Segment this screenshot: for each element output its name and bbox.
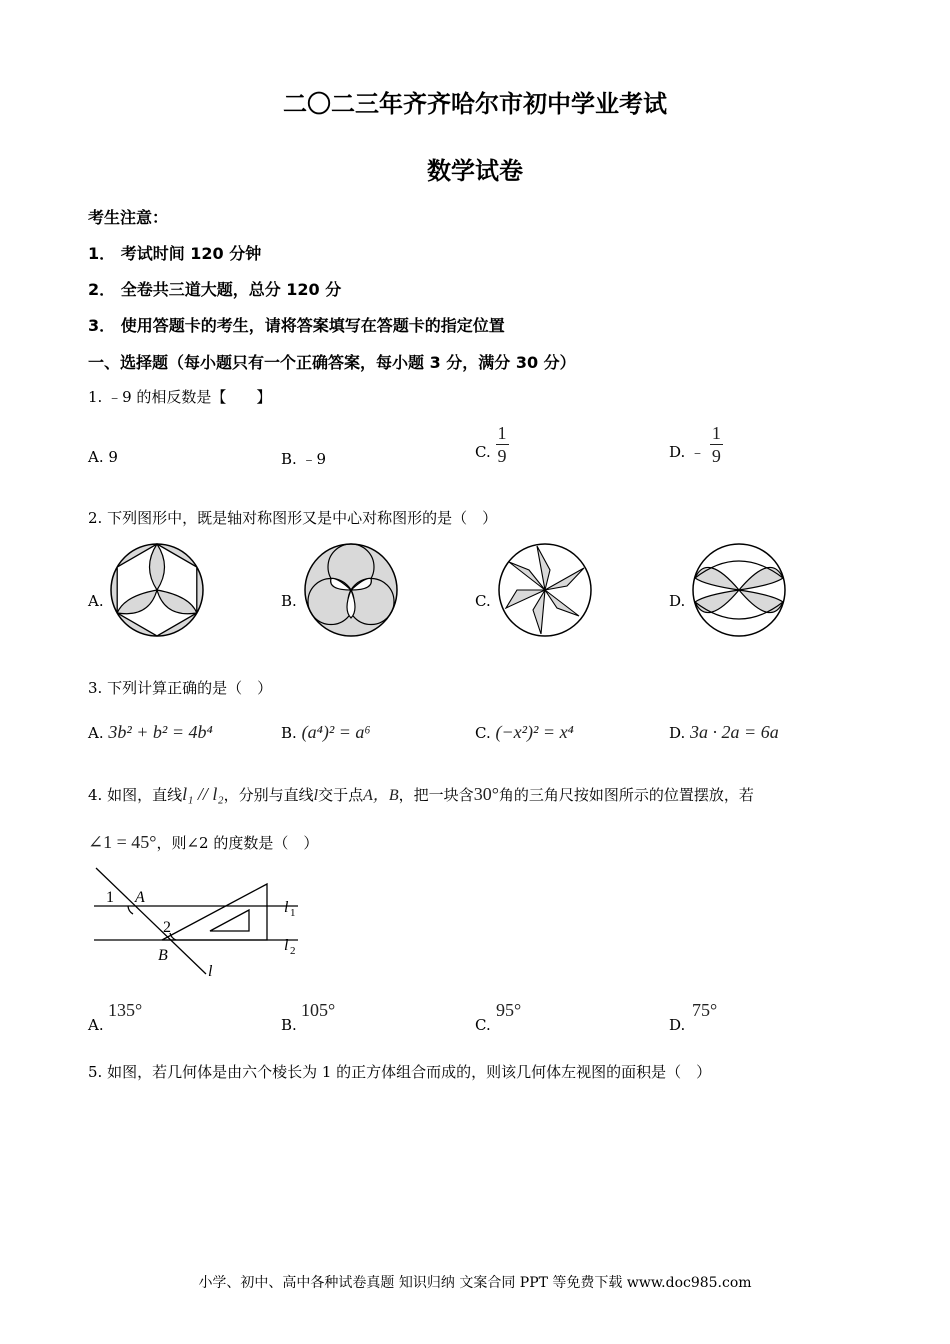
fraction-denominator: 9 bbox=[497, 446, 507, 466]
fig-label-l1-sub: 1 bbox=[290, 907, 296, 919]
q2-figure-c bbox=[495, 540, 595, 640]
q1-option-b: B. ﹣9 bbox=[281, 450, 327, 468]
fig-label-a: A bbox=[135, 889, 145, 906]
q4-option-c-label: C. bbox=[475, 1016, 491, 1034]
fraction-numerator: 1 bbox=[711, 423, 721, 443]
question-4-stem-line1 bbox=[88, 782, 754, 805]
notice-item-2: 2． 全卷共三道大题，总分 120 分 bbox=[88, 280, 342, 299]
q1-option-a: A. 9 bbox=[88, 448, 118, 466]
q2-option-c-label: C. bbox=[475, 592, 491, 610]
q1-option-c bbox=[475, 422, 509, 467]
fig-label-b: B bbox=[158, 947, 168, 964]
q4-text: ，分别与直线 bbox=[223, 786, 314, 804]
q1-option-c-label: C. bbox=[475, 442, 491, 461]
q4-text: ，把一块含 bbox=[398, 786, 474, 804]
notice-heading: 考生注意： bbox=[88, 208, 169, 227]
fig-label-l1: l bbox=[284, 899, 289, 916]
q3-option-d-label: D. bbox=[669, 724, 686, 742]
page-subtitle: 数学试卷 bbox=[427, 157, 523, 185]
q3-option-b-expr: (a⁴)² = a⁶ bbox=[301, 722, 371, 742]
fig-label-2: 2 bbox=[163, 919, 171, 936]
q3-option-a-expr: 3b² + b² = 4b⁴ bbox=[108, 722, 213, 742]
question-1-stem: 1. ﹣9 的相反数是【 】 bbox=[88, 388, 272, 406]
q2-option-a-label: A. bbox=[88, 592, 104, 610]
q4-text: 4. 如图，直线 bbox=[88, 786, 183, 804]
fig-label-l: l bbox=[208, 963, 213, 980]
q3-option-c bbox=[475, 722, 574, 743]
section-heading: 一、选择题（每小题只有一个正确答案，每小题 3 分，满分 30 分） bbox=[88, 353, 576, 372]
q4-parallel-expr: l₁ // l₂ bbox=[182, 784, 224, 804]
q4-option-b-label: B. bbox=[281, 1016, 297, 1034]
q2-option-d-label: D. bbox=[669, 592, 686, 610]
q2-figure-d bbox=[689, 540, 789, 640]
q1-option-d bbox=[669, 422, 723, 467]
q2-figure-a bbox=[107, 540, 207, 640]
q4-figure bbox=[88, 864, 318, 984]
question-4-stem-line2 bbox=[88, 832, 318, 853]
q4-option-d-value: 75° bbox=[692, 1000, 718, 1020]
q3-option-d bbox=[669, 722, 779, 743]
fig-label-l2: l bbox=[284, 937, 289, 954]
q3-option-d-expr: 3a · 2a = 6a bbox=[690, 722, 779, 742]
q4-option-a-value: 135° bbox=[108, 1000, 143, 1020]
q3-option-b-label: B. bbox=[281, 724, 297, 742]
q3-option-b bbox=[281, 722, 371, 743]
q3-option-c-expr: (−x²)² = x⁴ bbox=[495, 722, 574, 742]
q4-line-l: l bbox=[313, 787, 319, 804]
q1-option-d-fraction bbox=[710, 422, 723, 467]
q4-option-b-value: 105° bbox=[301, 1000, 336, 1020]
fraction-numerator: 1 bbox=[497, 423, 507, 443]
notice-item-1: 1． 考试时间 120 分钟 bbox=[88, 244, 262, 263]
notice-item-3: 3． 使用答题卡的考生，请将答案填写在答题卡的指定位置 bbox=[88, 316, 505, 335]
q4-angle-30: 30° bbox=[473, 784, 499, 804]
q1-option-c-fraction bbox=[496, 422, 509, 467]
q2-figure-b bbox=[301, 540, 401, 640]
q3-option-a bbox=[88, 722, 213, 743]
fig-label-l2-sub: 2 bbox=[290, 945, 296, 957]
question-3-stem: 3. 下列计算正确的是（ ） bbox=[88, 679, 273, 697]
q4-option-c-value: 95° bbox=[496, 1000, 522, 1020]
question-5-stem: 5. 如图，若几何体是由六个棱长为 1 的正方体组合而成的，则该几何体左视图的面积是（ ） bbox=[88, 1063, 712, 1081]
fraction-denominator: 9 bbox=[711, 446, 721, 466]
q4-points: A，B bbox=[363, 787, 399, 804]
fig-label-1: 1 bbox=[106, 889, 114, 906]
page-title: 二〇二三年齐齐哈尔市初中学业考试 bbox=[283, 90, 667, 118]
q4-text: 交于点 bbox=[318, 786, 364, 804]
page-footer: 小学、初中、高中各种试卷真题 知识归纳 文案合同 PPT 等免费下载 www.doc985.com bbox=[198, 1275, 752, 1291]
question-2-stem: 2. 下列图形中，既是轴对称图形又是中心对称图形的是（ ） bbox=[88, 509, 498, 527]
q4-angle1-expr: ∠1 = 45° bbox=[88, 832, 157, 852]
q3-option-a-label: A. bbox=[88, 724, 104, 742]
q4-option-a-label: A. bbox=[88, 1016, 104, 1034]
q3-option-c-label: C. bbox=[475, 724, 491, 742]
q1-option-d-label: D. ﹣ bbox=[669, 442, 706, 461]
q4-option-d-label: D. bbox=[669, 1016, 686, 1034]
q2-option-b-label: B. bbox=[281, 592, 297, 610]
q4-text: 角的三角尺按如图所示的位置摆放，若 bbox=[498, 786, 754, 804]
q4-text: ，则∠2 的度数是（ ） bbox=[156, 834, 319, 852]
